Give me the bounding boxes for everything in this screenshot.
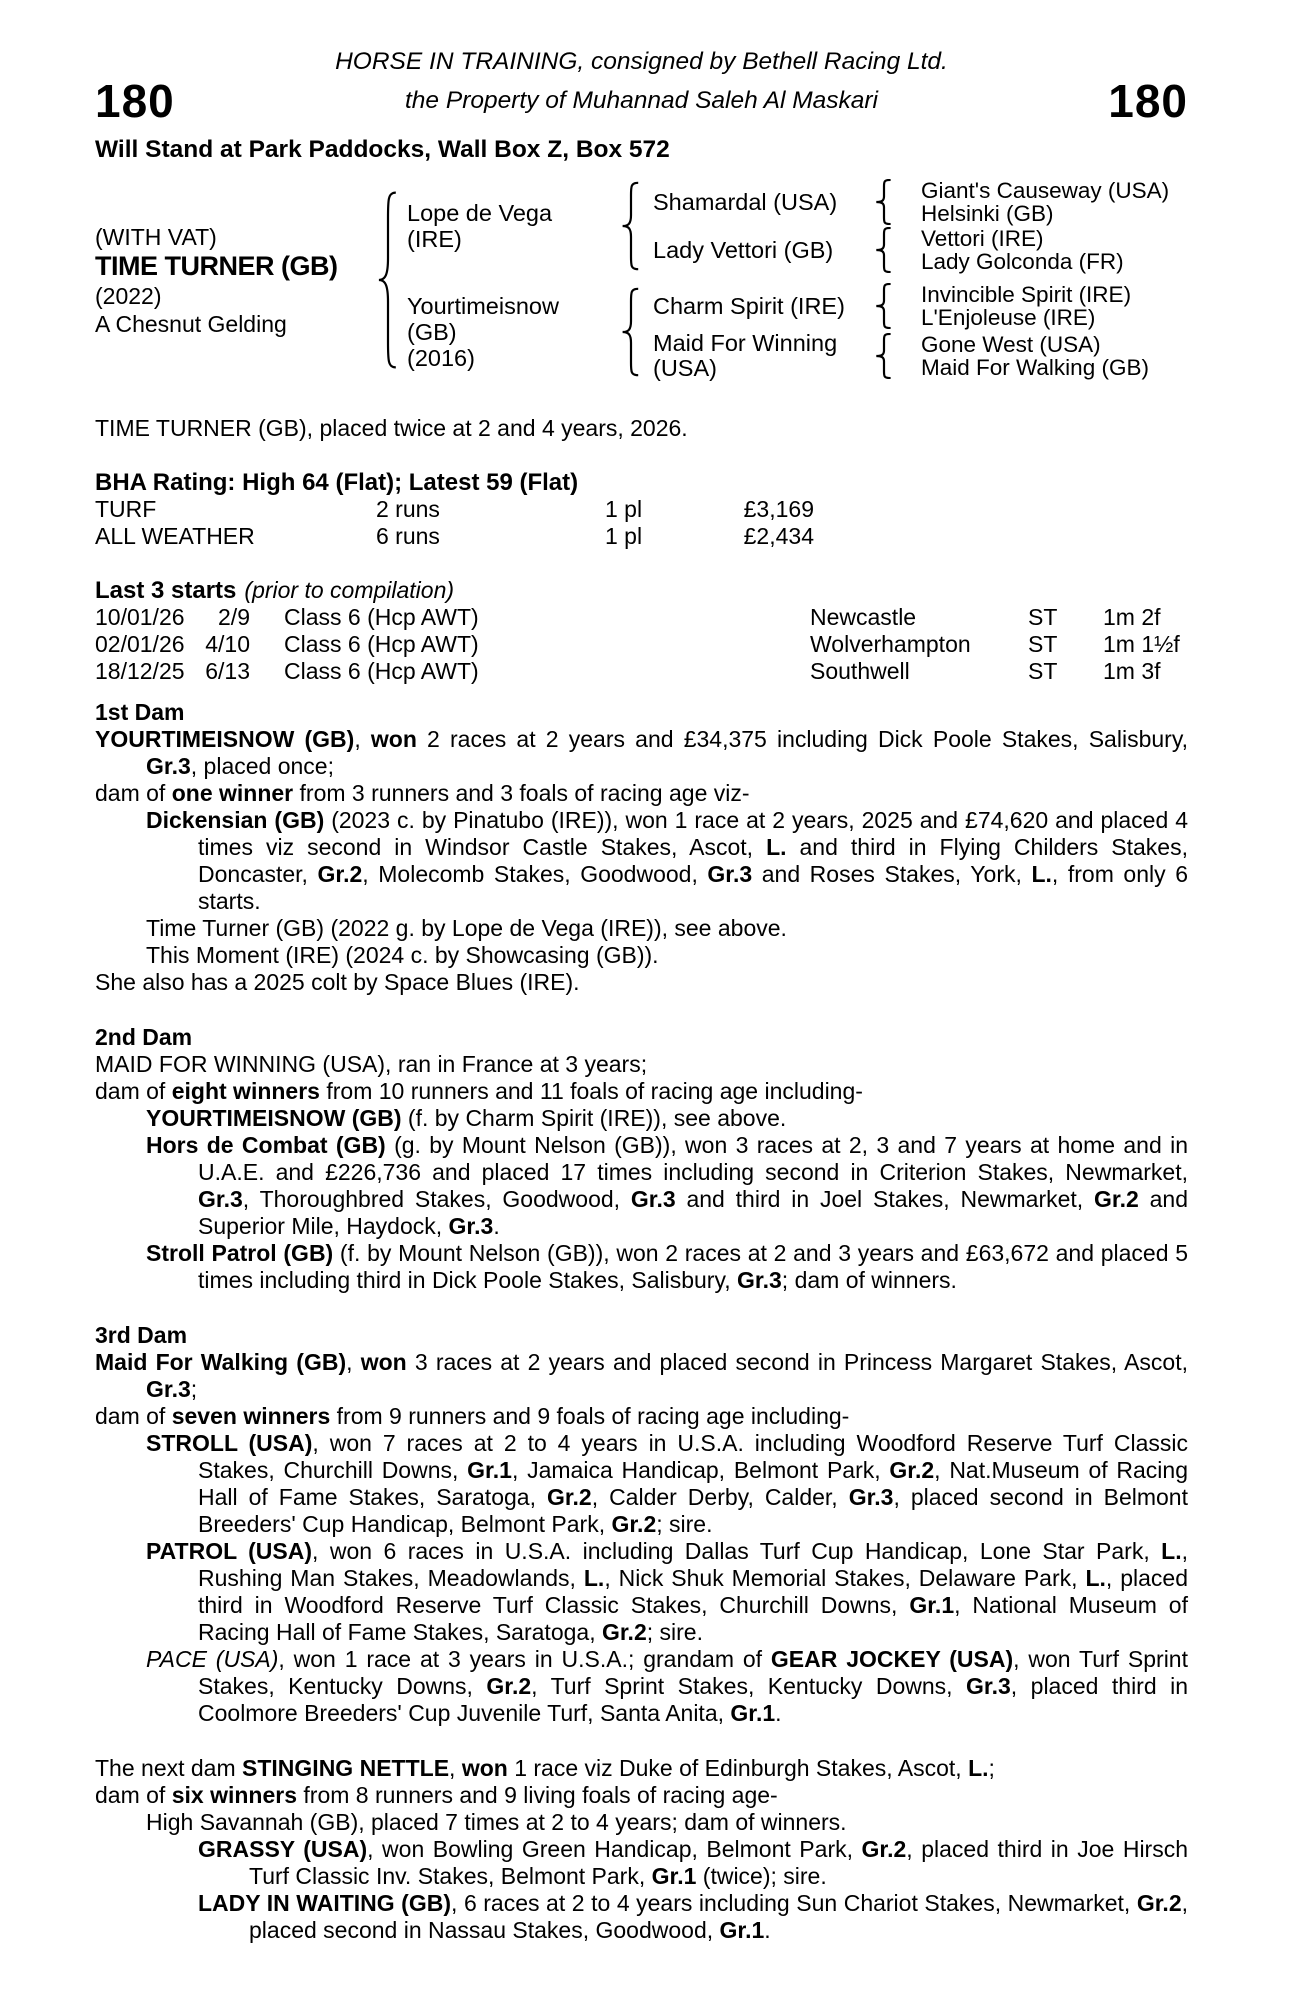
produce-hors-de-combat: Hors de Combat (GB) (g. by Mount Nelson (GB)), won 3 races at 2, 3 and 7 years at home and in U.A.E. and £226,736 and placed 17 times including second in Criterion Stakes, Newmarket, Gr.3, Thoroughbred Stakes, Goodwood, Gr.3 and third in Joel Stakes, Newmarket, Gr.2 and Superior Mile, Haydock, Gr.3. <box>146 1132 1188 1239</box>
sire-name <box>401 200 619 252</box>
first-dam-heading: 1st Dam <box>95 699 185 725</box>
dam-of-line: dam of one winner from 3 runners and 3 foals of racing age viz- <box>95 780 750 806</box>
race-position: 2/9 <box>218 604 250 630</box>
pedigree-brace-sire <box>619 181 643 271</box>
grandsire-unit <box>643 179 1188 225</box>
runs-value: 2 runs <box>376 496 440 522</box>
race-summary: TIME TURNER (GB), placed twice at 2 and 4 years, 2026. <box>95 415 688 441</box>
subject-year: (2022) <box>95 282 162 309</box>
produce-pace: PACE (USA), won 1 race at 3 years in U.S.A.; grandam of GEAR JOCKEY (USA), won Turf Sprint Stakes, Kentucky Downs, Gr.2, Turf Sprint Stakes, Kentucky Downs, Gr.3, placed third in Coolmore Breeders' Cup Juvenile Turf, Santa Anita, Gr.1. <box>146 1646 1188 1726</box>
great-grandparents-pair <box>895 283 1188 329</box>
great-grandparents-pair <box>895 227 1188 273</box>
great-grandparent: L'Enjoleuse (IRE) <box>921 305 1096 330</box>
great-grandparent: Maid For Walking (GB) <box>921 355 1149 380</box>
section-second-dam <box>95 1024 1188 1294</box>
last-starts-title: Last 3 starts <box>95 577 237 604</box>
pedigree-subject <box>95 223 375 338</box>
places-value: 1 pl <box>605 523 643 549</box>
damsire-name: Charm Spirit (IRE) <box>653 292 845 319</box>
mare-stinging-nettle: The next dam STINGING NETTLE, won 1 race viz Duke of Edinburgh Stakes, Ascot, L.; <box>95 1755 995 1781</box>
property-line: the Property of Muhannad Saleh Al Maskari <box>404 87 878 114</box>
race-distance: 1m 1½f <box>1103 631 1180 657</box>
bha-row-turf <box>95 496 1188 523</box>
pedigree-brace-main <box>375 189 401 371</box>
sire-half <box>401 177 1188 275</box>
dam-of-line: dam of seven winners from 9 runners and 9 foals of racing age including- <box>95 1403 850 1429</box>
dam-name <box>401 293 619 371</box>
produce-this-moment: This Moment (IRE) (2024 c. by Showcasing (GB)). <box>146 942 659 968</box>
pedigree-brace <box>873 283 895 329</box>
produce-patrol: PATROL (USA), won 6 races in U.S.A. including Dallas Turf Cup Handicap, Lone Star Park, L., Rushing Man Stakes, Meadowlands, L., Nick Shuk Memorial Stakes, Delaware Park, L., placed third in Woodford Reserve Turf Classic Stakes, Churchill Downs, Gr.1, National Museum of Racing Hall of Fame Stakes, Saratoga, Gr.2; sire. <box>146 1538 1188 1645</box>
great-grandparent: Vettori (IRE) <box>921 226 1044 251</box>
sire-name-line1: Lope de Vega <box>407 200 553 226</box>
earnings-value: £3,169 <box>743 496 814 522</box>
dam-name-line1: Yourtimeisnow <box>407 293 559 319</box>
bha-rating-block <box>95 469 1188 550</box>
pedigree-brace <box>873 333 895 379</box>
second-dam-heading: 2nd Dam <box>95 1024 193 1050</box>
produce-yourtimeisnow: YOURTIMEISNOW (GB) (f. by Charm Spirit (IRE)), see above. <box>146 1105 787 1131</box>
race-row <box>95 604 1188 631</box>
produce-time-turner: Time Turner (GB) (2022 g. by Lope de Vega (IRE)), see above. <box>146 915 787 941</box>
third-dam-heading: 3rd Dam <box>95 1322 188 1348</box>
granddam-name: Lady Vettori (GB) <box>653 236 834 263</box>
lot-row <box>95 75 1188 127</box>
great-grandparent: Helsinki (GB) <box>921 201 1054 226</box>
consignment-title: HORSE IN TRAINING, consigned by Bethell Racing Ltd. <box>335 48 948 75</box>
race-course: Newcastle <box>810 604 917 630</box>
section-first-dam <box>95 699 1188 996</box>
produce-grassy: GRASSY (USA), won Bowling Green Handicap, Belmont Park, Gr.2, placed third in Joe Hirsch Turf Classic Inv. Stakes, Belmont Park, Gr.1 (twice); sire. <box>198 1836 1189 1889</box>
surface-label: TURF <box>95 496 157 522</box>
last-starts-note: (prior to compilation) <box>244 577 455 603</box>
race-course: Southwell <box>810 658 910 684</box>
produce-stroll: STROLL (USA), won 7 races at 2 to 4 years in U.S.A. including Woodford Reserve Turf Classic Stakes, Churchill Downs, Gr.1, Jamaica Handicap, Belmont Park, Gr.2, Nat.Museum of Racing Hall of Fame Stakes, Saratoga, Gr.2, Calder Derby, Calder, Gr.3, placed second in Belmont Breeders' Cup Handicap, Belmont Park, Gr.2; sire. <box>146 1430 1188 1537</box>
pedigree-brace <box>873 179 895 225</box>
bha-rating-heading: BHA Rating: High 64 (Flat); Latest 59 (Flat) <box>95 469 579 496</box>
bha-row-all-weather <box>95 523 1188 550</box>
dam-half <box>401 281 1188 383</box>
second-dam-unit <box>643 331 1188 381</box>
runs-value: 6 runs <box>376 523 440 549</box>
race-date: 18/12/25 <box>95 658 185 684</box>
last-starts-block <box>95 577 1188 685</box>
great-grandparent: Lady Golconda (FR) <box>921 249 1124 274</box>
race-class: Class 6 (Hcp AWT) <box>284 658 479 684</box>
subject-name: TIME TURNER (GB) <box>95 250 338 281</box>
vat-note: (WITH VAT) <box>95 223 217 250</box>
subject-description: A Chesnut Gelding <box>95 310 287 337</box>
catalogue-body <box>95 699 1188 1944</box>
race-going: ST <box>1028 658 1058 684</box>
great-grandparent: Invincible Spirit (IRE) <box>921 282 1132 307</box>
produce-dickensian: Dickensian (GB) (2023 c. by Pinatubo (IRE)), won 1 race at 2 years, 2025 and £74,620 and placed 4 times viz second in Windsor Castle Stakes, Ascot, L. and third in Flying Childers Stakes, Doncaster, Gr.2, Molecomb Stakes, Goodwood, Gr.3 and Roses Stakes, York, L., from only 6 starts. <box>146 807 1188 914</box>
dam-of-line: dam of six winners from 8 runners and 9 living foals of racing age- <box>95 1782 778 1808</box>
race-going: ST <box>1028 631 1058 657</box>
lot-number-right: 180 <box>1108 75 1188 127</box>
places-value: 1 pl <box>605 496 643 522</box>
section-next-dam <box>95 1755 1188 1944</box>
dam-grandparents <box>643 281 1188 383</box>
produce-stroll-patrol: Stroll Patrol (GB) (f. by Mount Nelson (GB)), won 2 races at 2 and 3 years and £63,672 and placed 5 times including third in Dick Poole Stakes, Salisbury, Gr.3; dam of winners. <box>146 1240 1189 1293</box>
race-distance: 1m 3f <box>1103 658 1161 684</box>
pedigree-brace <box>873 227 895 273</box>
grandsire-name: Shamardal (USA) <box>653 188 838 215</box>
sire-name-line2: (IRE) <box>407 226 462 252</box>
race-position: 6/13 <box>205 658 250 684</box>
granddam-unit <box>643 227 1188 273</box>
stand-location: Will Stand at Park Paddocks, Wall Box Z, Box 572 <box>95 136 670 163</box>
dam-of-line: dam of eight winners from 10 runners and 11 foals of racing age including- <box>95 1078 863 1104</box>
second-dam-name: Maid For Winning (USA) <box>653 330 838 381</box>
earnings-value: £2,434 <box>743 523 814 549</box>
race-position: 4/10 <box>205 631 250 657</box>
damsire-unit <box>643 283 1188 329</box>
race-row <box>95 658 1188 685</box>
mare-maid-for-winning: MAID FOR WINNING (USA), ran in France at 3 years; <box>95 1051 648 1077</box>
section-third-dam <box>95 1322 1188 1727</box>
surface-label: ALL WEATHER <box>95 523 255 549</box>
dam-name-line3: (2016) <box>407 345 475 371</box>
pedigree-brace-dam <box>619 287 643 377</box>
mare-yourtimeisnow: YOURTIMEISNOW (GB), won 2 races at 2 years and £34,375 including Dick Poole Stakes, Salisbury, Gr.3, placed once; <box>95 726 1188 779</box>
produce-high-savannah: High Savannah (GB), placed 7 times at 2 to 4 years; dam of winners. <box>146 1809 847 1835</box>
great-grandparent: Giant's Causeway (USA) <box>921 178 1170 203</box>
race-going: ST <box>1028 604 1058 630</box>
great-grandparents-pair <box>895 179 1188 225</box>
race-date: 02/01/26 <box>95 631 185 657</box>
race-class: Class 6 (Hcp AWT) <box>284 631 479 657</box>
mare-maid-for-walking: Maid For Walking (GB), won 3 races at 2 years and placed second in Princess Margaret Stakes, Ascot, Gr.3; <box>95 1349 1189 1402</box>
dam-name-line2: (GB) <box>407 319 457 345</box>
race-class: Class 6 (Hcp AWT) <box>284 604 479 630</box>
also-has-note: She also has a 2025 colt by Space Blues (IRE). <box>95 969 580 995</box>
produce-lady-in-waiting: LADY IN WAITING (GB), 6 races at 2 to 4 years including Sun Chariot Stakes, Newmarket, Gr.2, placed second in Nassau Stakes, Goodwood, Gr.1. <box>198 1890 1189 1943</box>
pedigree-table <box>95 177 1188 383</box>
sire-grandparents <box>643 177 1188 275</box>
race-distance: 1m 2f <box>1103 604 1161 630</box>
race-row <box>95 631 1188 658</box>
race-date: 10/01/26 <box>95 604 185 630</box>
race-course: Wolverhampton <box>810 631 971 657</box>
great-grandparents-pair <box>895 333 1188 379</box>
last-starts-heading <box>95 577 1188 604</box>
page-header <box>95 48 1188 163</box>
pedigree-generations <box>401 177 1188 383</box>
great-grandparent: Gone West (USA) <box>921 332 1101 357</box>
lot-number-left: 180 <box>95 75 175 127</box>
